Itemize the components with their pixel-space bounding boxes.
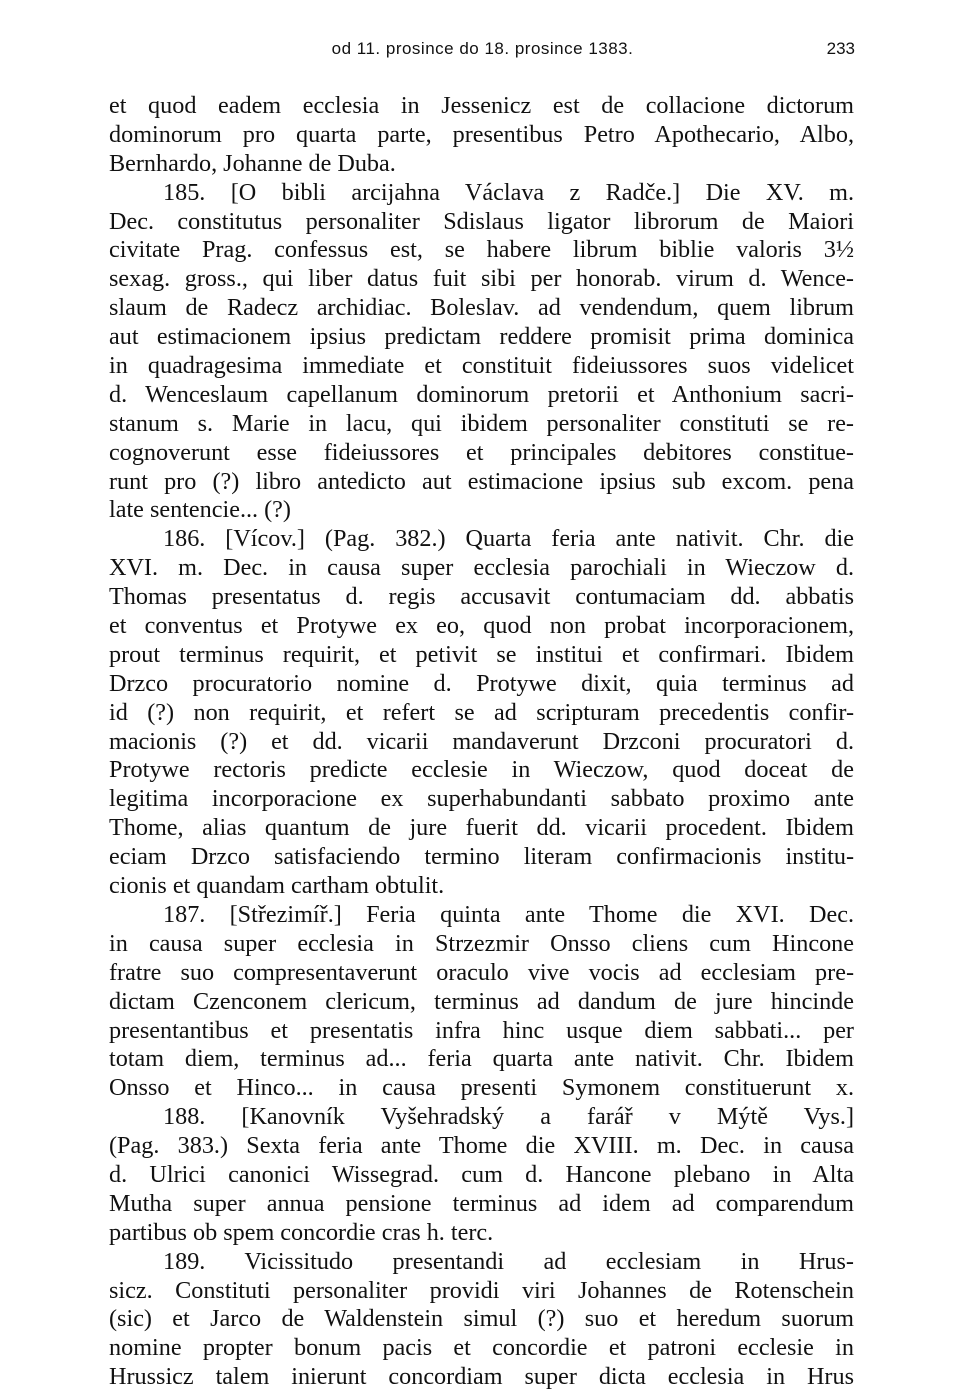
text-line: presentantibus et presentatis infra hinc usque diem sabbati... per <box>109 1016 854 1044</box>
text-line: eciam Drzco satisfaciendo termino literam confirmacionis institu- <box>109 843 854 871</box>
text-line: aut estimacionem ipsius predictam reddere promisit prima dominica <box>109 323 854 351</box>
text-line: cionis et quandam cartham obtulit. <box>109 872 445 900</box>
text-line: Drzco procuratorio nomine d. Protywe dixit, quia terminus ad <box>109 669 854 697</box>
text-line: (sic) et Jarco de Waldenstein simul (?) suo et heredum suorum <box>109 1305 854 1333</box>
running-title: od 11. prosince do 18. prosince 1383. <box>331 39 634 58</box>
text-line: sicz. Constituti personaliter providi viri Johannes de Rotenschein <box>109 1276 854 1304</box>
text-line: in causa super ecclesia in Strzezmir Onsso cliens cum Hincone <box>109 929 854 957</box>
text-line: runt pro (?) libro antedicto aut estimacione ipsius sub excom. pena <box>109 467 854 495</box>
text-line: (Pag. 383.) Sexta feria ante Thome die XVIII. m. Dec. in causa <box>109 1132 854 1160</box>
text-line: Bernhardo, Johanne de Duba. <box>109 149 396 177</box>
text-line: d. Ulrici canonici Wissegrad. cum d. Hancone plebano in Alta <box>109 1160 854 1188</box>
text-line: et conventus et Protywe ex eo, quod non probat incorporacionem, <box>109 612 854 640</box>
text-line: et quod eadem ecclesia in Jessenicz est de collacione dictorum <box>109 92 854 119</box>
text-line: nomine propter bonum pacis et concordie et patroni ecclesie in <box>109 1334 854 1362</box>
text-line: dominorum pro quarta parte, presentibus Petro Apothecario, Albo, <box>109 120 854 148</box>
text-line: legitima incorporacione ex superhabundanti sabbato proximo ante <box>109 785 854 813</box>
page-number: 233 <box>826 39 855 58</box>
text-line: fratre suo compresentaverunt oraculo vive vocis ad ecclesiam pre- <box>109 958 854 986</box>
text-line: in quadragesima immediate et constituit fideiussores suos videlicet <box>109 352 854 380</box>
text-line: Thomas presentatus d. regis accusavit contumaciam dd. abbatis <box>109 583 854 611</box>
text-line: dictam Czenconem clericum, terminus ad dandum de jure hincinde <box>109 987 854 1015</box>
text-line: 189. Vicissitudo presentandi ad ecclesiam in Hrus- <box>163 1247 854 1275</box>
page-header <box>110 36 855 66</box>
body-text <box>109 92 854 1392</box>
text-line: Hrussicz talem inierunt concordiam super dicta ecclesia in Hrus <box>109 1363 854 1391</box>
text-line: cognoverunt esse fideiussores et principales debitores constitue- <box>109 438 854 466</box>
text-line: 186. [Vícov.] (Pag. 382.) Quarta feria ante nativit. Chr. die <box>163 525 854 553</box>
text-line: prout terminus requirit, et petivit se institui et confirmari. Ibidem <box>109 640 854 668</box>
text-line: Protywe rectoris predicte ecclesie in Wieczow, quod doceat de <box>109 756 854 784</box>
text-line: Thome, alias quantum de jure fuerit dd. vicarii procedent. Ibidem <box>109 814 854 842</box>
text-line: stanum s. Marie in lacu, qui ibidem personaliter constituti se re- <box>109 409 854 437</box>
text-line: Onsso et Hinco... in causa presenti Symonem constituerunt x. <box>109 1074 854 1102</box>
text-line: Dec. constitutus personaliter Sdislaus ligator librorum de Maiori <box>109 207 854 235</box>
text-line: civitate Prag. confessus est, se habere librum biblie valoris 3½ <box>109 236 854 264</box>
text-line: sexag. gross., qui liber datus fuit sibi per honorab. virum d. Wence- <box>109 265 854 293</box>
text-line: d. Wenceslaum capellanum dominorum pretorii et Anthonium sacri- <box>109 380 854 408</box>
text-line: Mutha super annua pensione terminus ad idem ad comparendum <box>109 1189 854 1217</box>
text-line: 187. [Střezimíř.] Feria quinta ante Thome die XVI. Dec. <box>163 900 854 928</box>
text-line: 188. [Kanovník Vyšehradský a farář v Mýtě Vys.] <box>163 1103 854 1131</box>
text-line: macionis (?) et dd. vicarii mandaverunt Drzconi procuratori d. <box>109 727 854 755</box>
text-line: XVI. m. Dec. in causa super ecclesia parochiali in Wieczow d. <box>109 554 854 582</box>
text-line: id (?) non requirit, et refert se ad scripturam precedentis confir- <box>109 698 854 726</box>
text-line: late sentencie... (?) <box>109 496 291 524</box>
text-line: 185. [O bibli arcijahna Václava z Radče.] Die XV. m. <box>163 178 854 206</box>
text-line: totam diem, terminus ad... feria quarta ante nativit. Chr. Ibidem <box>109 1045 854 1073</box>
text-line: slaum de Radecz archidiac. Boleslav. ad vendendum, quem librum <box>109 294 854 322</box>
text-line: partibus ob spem concordie cras h. terc. <box>109 1218 494 1246</box>
